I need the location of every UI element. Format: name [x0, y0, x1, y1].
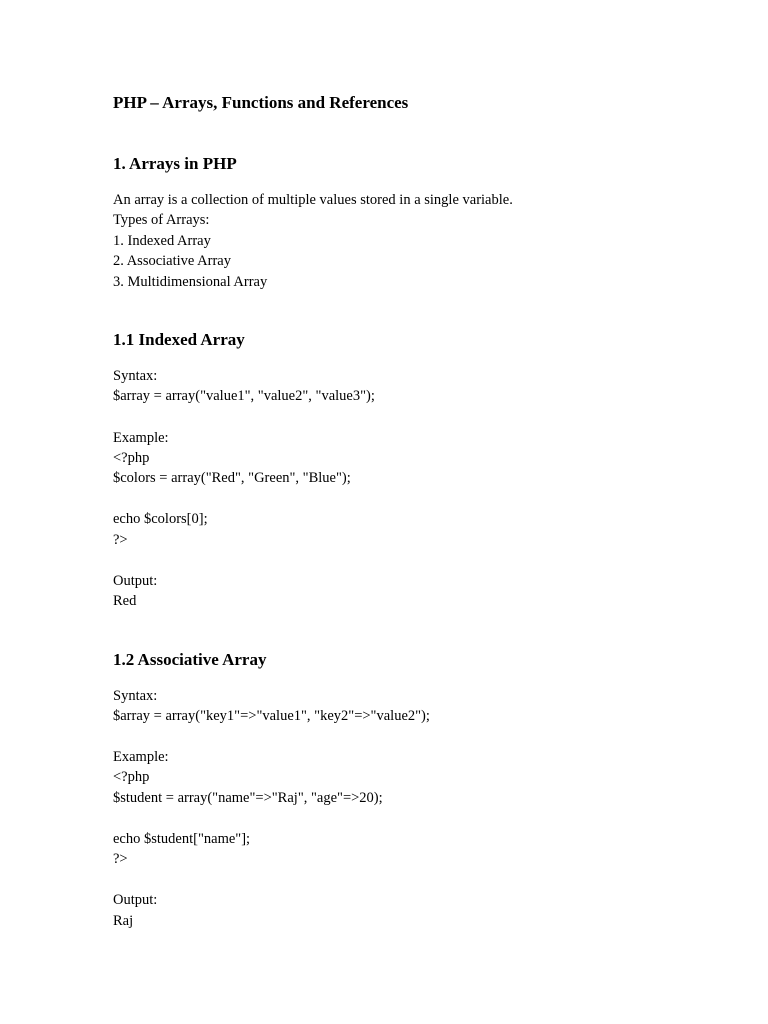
- output-value: Raj: [113, 913, 134, 929]
- document-title: PHP – Arrays, Functions and References: [113, 93, 409, 112]
- output-label: Output:: [113, 573, 158, 589]
- code-line: <?php: [113, 450, 150, 466]
- code-line: ?>: [113, 851, 128, 867]
- output-value: Red: [113, 593, 137, 609]
- paragraph-line: An array is a collection of multiple values stored in a single variable.: [113, 192, 513, 208]
- example-label: Example:: [113, 430, 169, 446]
- section-heading-indexed-array: 1.1 Indexed Array: [113, 330, 245, 349]
- example-label: Example:: [113, 749, 169, 765]
- paragraph-line: Types of Arrays:: [113, 212, 210, 228]
- syntax-label: Syntax:: [113, 368, 158, 384]
- code-line: $colors = array("Red", "Green", "Blue");: [113, 470, 351, 486]
- list-item: 3. Multidimensional Array: [113, 274, 268, 290]
- code-line: <?php: [113, 769, 150, 785]
- section-heading-associative-array: 1.2 Associative Array: [113, 650, 267, 669]
- syntax-code: $array = array("key1"=>"value1", "key2"=>"value2");: [113, 708, 430, 724]
- code-line: echo $student["name"];: [113, 831, 251, 847]
- code-line: $student = array("name"=>"Raj", "age"=>20);: [113, 790, 383, 806]
- output-label: Output:: [113, 892, 158, 908]
- syntax-code: $array = array("value1", "value2", "value3");: [113, 388, 375, 404]
- syntax-label: Syntax:: [113, 688, 158, 704]
- code-line: echo $colors[0];: [113, 511, 208, 527]
- list-item: 2. Associative Array: [113, 253, 231, 269]
- code-line: ?>: [113, 532, 128, 548]
- list-item: 1. Indexed Array: [113, 233, 211, 249]
- section-heading-arrays: 1. Arrays in PHP: [113, 154, 237, 173]
